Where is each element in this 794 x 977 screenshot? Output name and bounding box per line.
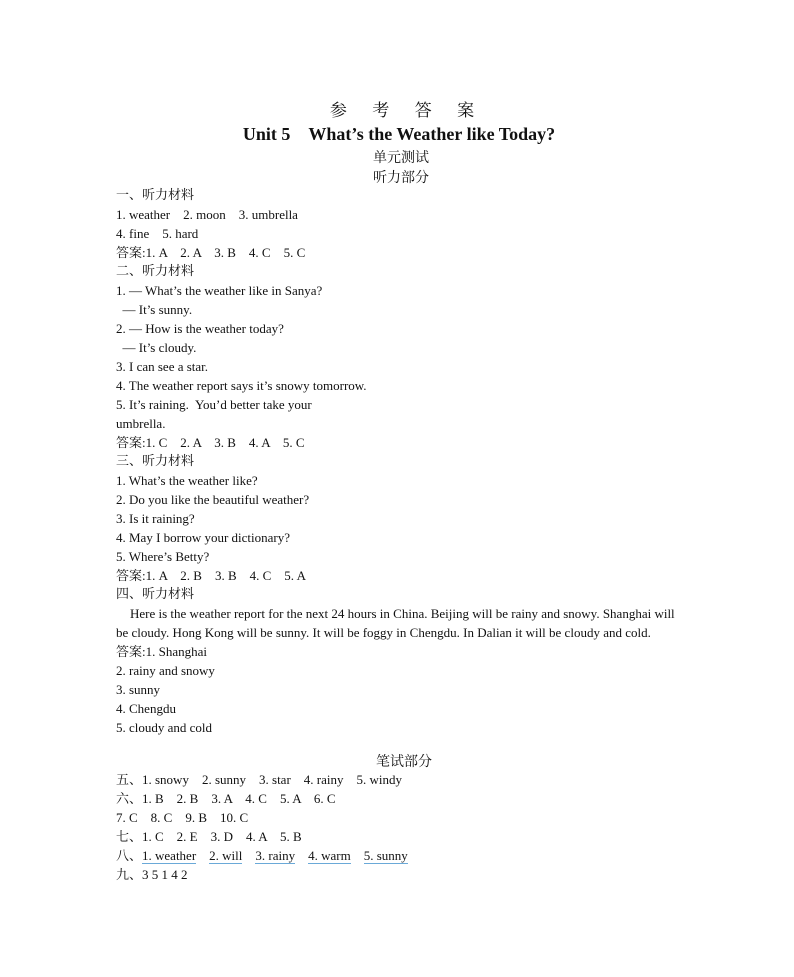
section-2-line: 1. — What’s the weather like in Sanya? xyxy=(116,283,323,298)
section-6-answers-cont: 7. C 8. C 9. B 10. C xyxy=(116,810,249,825)
section-7-answers: 七、1. C 2. E 3. D 4. A 5. B xyxy=(116,829,302,844)
answer-item: 5. sunny xyxy=(363,848,408,863)
answer-item: 3. rainy xyxy=(255,848,296,863)
section-2-line: — It’s cloudy. xyxy=(116,340,197,355)
section-4-answer: 2. rainy and snowy xyxy=(116,663,215,678)
section-4-paragraph: Here is the weather report for the next 24 hours in China. Beijing will be rainy and snowy. Shanghai will be cloudy. Hong Kong will be sunny. It will be foggy in Chengdu. In Dalian it will be cloudy and cold. xyxy=(116,606,675,640)
section-4-heading: 四、听力材料 xyxy=(116,587,195,602)
section-3-line: 1. What’s the weather like? xyxy=(116,473,258,488)
section-2-line: 2. — How is the weather today? xyxy=(116,321,284,336)
subtitle: 单元测试 xyxy=(373,150,429,166)
section-6-answers: 六、1. B 2. B 3. A 4. C 5. A 6. C xyxy=(116,791,336,806)
answer-item: 2. will xyxy=(209,848,243,863)
section-2-answer: 答案:1. C 2. A 3. B 4. A 5. C xyxy=(116,435,305,450)
section-1-answer: 答案:1. A 2. A 3. B 4. C 5. C xyxy=(116,245,306,260)
answer-item: 4. warm xyxy=(308,848,351,863)
section-8-prefix: 八、 xyxy=(116,848,143,863)
section-8-answers xyxy=(116,846,682,865)
section-3-line: 3. Is it raining? xyxy=(116,511,195,526)
section-9-answers: 九、3 5 1 4 2 xyxy=(116,867,188,882)
section-4-answer: 5. cloudy and cold xyxy=(116,720,213,735)
section-3-heading: 三、听力材料 xyxy=(116,454,195,469)
section-3-answer: 答案:1. A 2. B 3. B 4. C 5. A xyxy=(116,568,306,583)
page-title: 参 考 答 案 xyxy=(329,101,485,121)
section-2-line: — It’s sunny. xyxy=(116,302,193,317)
listening-section-heading: 听力部分 xyxy=(373,170,429,186)
section-4-answer: 4. Chengdu xyxy=(116,701,176,716)
unit-name: What’s the Weather like Today? xyxy=(308,124,556,144)
written-section xyxy=(116,770,682,884)
unit-title xyxy=(0,124,794,145)
section-4-answer: 3. sunny xyxy=(116,682,161,697)
unit-number: Unit 5 xyxy=(242,124,291,144)
section-5-answers: 五、1. snowy 2. sunny 3. star 4. rainy 5. windy xyxy=(116,772,402,787)
listening-section xyxy=(116,186,682,737)
section-2-line: umbrella. xyxy=(116,416,166,431)
section-2-line: 4. The weather report says it’s snowy tomorrow. xyxy=(116,378,367,393)
section-1-heading: 一、听力材料 xyxy=(116,188,195,203)
section-1-line: 4. fine 5. hard xyxy=(116,226,199,241)
section-2-line: 3. I can see a star. xyxy=(116,359,209,374)
written-section-heading: 笔试部分 xyxy=(376,754,432,770)
section-4-answer: 答案:1. Shanghai xyxy=(116,644,207,659)
section-2-line: 5. It’s raining. You’d better take your xyxy=(116,397,312,412)
answer-item: 1. weather xyxy=(142,848,197,863)
section-3-line: 2. Do you like the beautiful weather? xyxy=(116,492,310,507)
section-2-heading: 二、听力材料 xyxy=(116,264,195,279)
section-3-line: 4. May I borrow your dictionary? xyxy=(116,530,291,545)
section-1-line: 1. weather 2. moon 3. umbrella xyxy=(116,207,298,222)
section-3-line: 5. Where’s Betty? xyxy=(116,549,210,564)
